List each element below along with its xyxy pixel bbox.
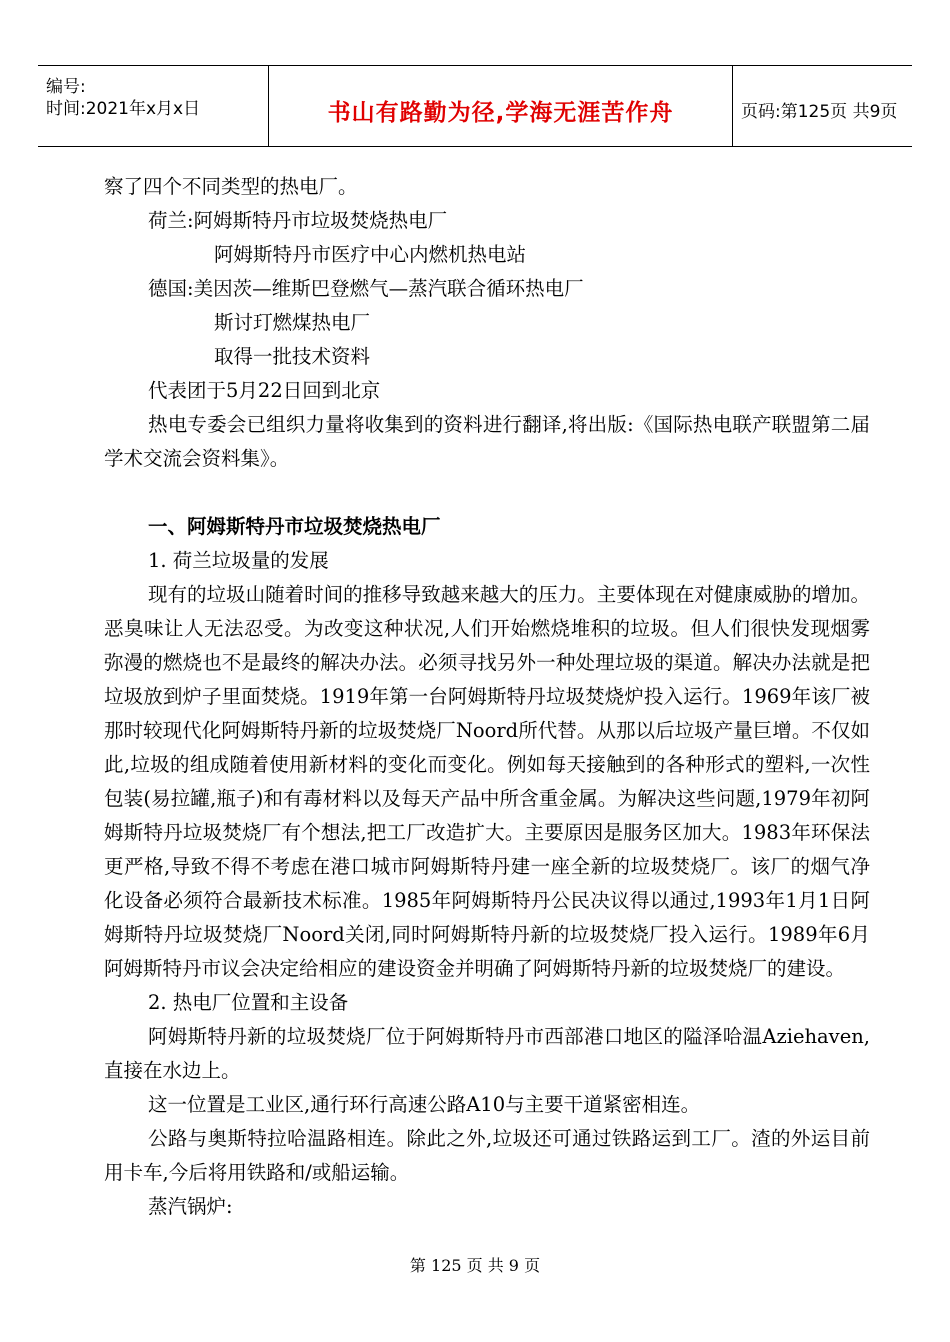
section-heading: 一、阿姆斯特丹市垃圾焚烧热电厂 [148, 515, 441, 538]
document-body [104, 170, 870, 1224]
document-time-label: 时间:2021年x月x日 [46, 99, 201, 119]
body-line: 斯讨玎燃煤热电厂 [214, 311, 371, 334]
subsection-heading: 2. 热电厂位置和主设备 [148, 991, 349, 1014]
body-line: 荷兰:阿姆斯特丹市垃圾焚烧热电厂 [148, 209, 448, 232]
body-paragraph: 这一位置是工业区,通行环行高速公路A10与主要干道紧密相连。 [148, 1093, 701, 1116]
body-line: 德国:美因茨—维斯巴登燃气—蒸汽联合循环热电厂 [148, 277, 584, 300]
subsection-heading: 1. 荷兰垃圾量的发展 [148, 549, 329, 572]
header-meta-cell [38, 66, 268, 146]
body-paragraph: 阿姆斯特丹新的垃圾焚烧厂位于阿姆斯特丹市西部港口地区的隘泽哈温Aziehaven,直接在水边上。 [104, 1025, 870, 1082]
header-motto: 书山有路勤为径,学海无涯苦作舟 [327, 100, 674, 126]
body-paragraph: 公路与奥斯特拉哈温路相连。除此之外,垃圾还可通过铁路运到工厂。渣的外运目前用卡车,今后将用铁路和/或船运输。 [104, 1127, 870, 1184]
body-line: 察了四个不同类型的热电厂。 [104, 175, 358, 198]
body-paragraph: 现有的垃圾山随着时间的推移导致越来越大的压力。主要体现在对健康威胁的增加。恶臭味让人无法忍受。为改变这种状况,人们开始燃烧堆积的垃圾。但人们很快发现烟雾弥漫的燃烧也不是最终的解决办法。必须寻找另外一种处理垃圾的渠道。解决办法就是把垃圾放到炉子里面焚烧。1919年第一台阿姆斯特丹垃圾焚烧炉投入运行。1969年该厂被那时较现代化阿姆斯特丹新的垃圾焚烧厂Noord所代替。从那以后垃圾产量巨增。不仅如此,垃圾的组成随着使用新材料的变化而变化。例如每天接触到的各种形式的塑料,一次性包装(易拉罐,瓶子)和有毒材料以及每天产品中所含重金属。为解决这些问题,1979年初阿姆斯特丹垃圾焚烧厂有个想法,把工厂改造扩大。主要原因是服务区加大。1983年环保法更严格,导致不得不考虑在港口城市阿姆斯特丹建一座全新的垃圾焚烧厂。该厂的烟气净化设备必须符合最新技术标准。1985年阿姆斯特丹公民决议得以通过,1993年1月1日阿姆斯特丹垃圾焚烧厂Noord关闭,同时阿姆斯特丹新的垃圾焚烧厂投入运行。1989年6月阿姆斯特丹市议会决定给相应的建设资金并明确了阿姆斯特丹新的垃圾焚烧厂的建设。 [104, 583, 870, 980]
page-footer: 第 125 页 共 9 页 [409, 1256, 541, 1275]
page-header [38, 65, 912, 147]
body-line: 蒸汽锅炉: [148, 1195, 233, 1218]
document-number-label: 编号: [46, 77, 86, 97]
body-line: 阿姆斯特丹市医疗中心内燃机热电站 [214, 243, 527, 266]
body-line: 代表团于5月22日回到北京 [148, 379, 381, 402]
header-motto-cell [268, 66, 733, 146]
header-page-cell [731, 66, 912, 146]
header-page-info: 页码:第125页 共9页 [741, 102, 898, 122]
body-line: 取得一批技术资料 [214, 345, 371, 368]
body-paragraph: 热电专委会已组织力量将收集到的资料进行翻译,将出版:《国际热电联产联盟第二届学术交流会资料集》。 [104, 413, 870, 470]
